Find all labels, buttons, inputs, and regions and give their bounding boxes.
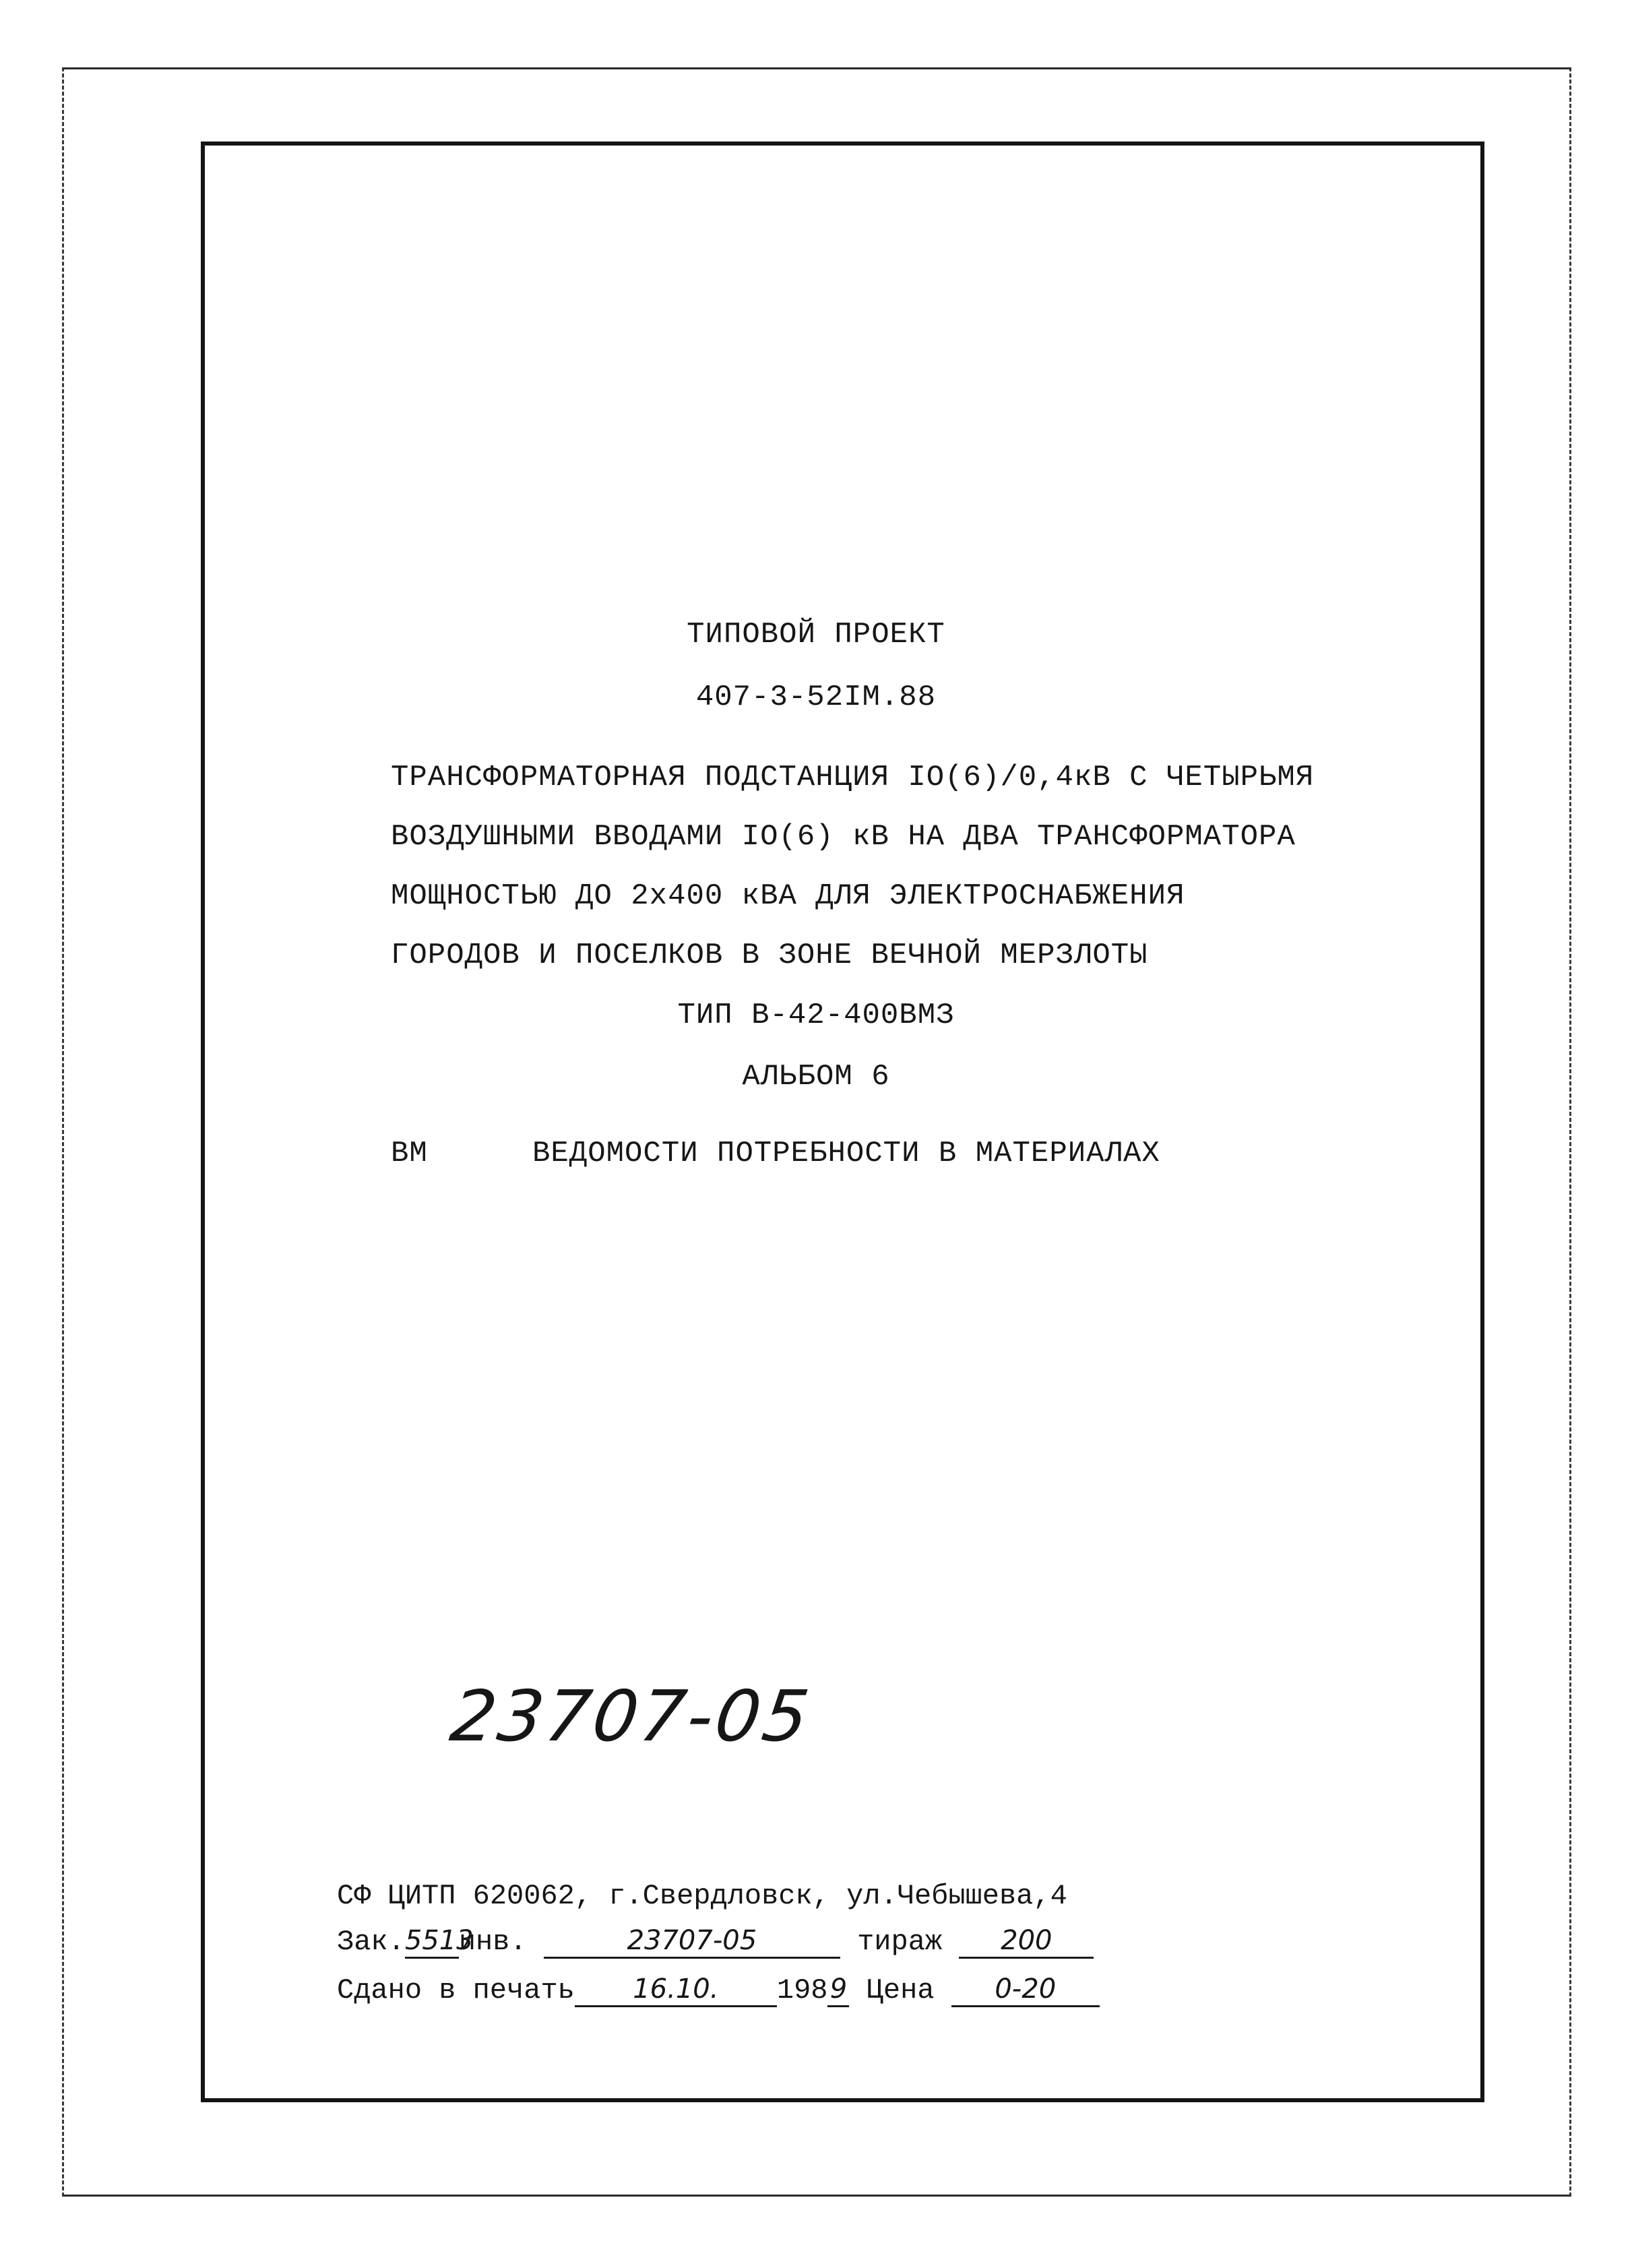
print-run-label: тираж [857,1926,943,1958]
description-line-2: ВОЗДУШНЫМИ ВВОДАМИ IO(6) кВ НА ДВА ТРАНСФОРМАТОРА [391,820,1296,854]
order-label: Зак. [337,1926,405,1958]
description-line-3: МОЩНОСТЬЮ ДО 2х400 кВА ДЛЯ ЭЛЕКТРОСНАБЖЕНИЯ [391,879,1185,913]
inner-title-frame [201,141,1484,2102]
signed-date: 16.10. [575,1976,777,2007]
signed-year-digit: 9 [827,1976,849,2007]
order-number: 5513 [405,1927,459,1959]
signed-label: Сдано в печать [337,1974,575,2007]
document-heading: ТИПОВОЙ ПРОЕКТ [687,618,945,652]
album-number: АЛЬБОМ 6 [742,1060,890,1094]
signed-year-prefix: 198 [776,1974,828,2007]
project-code: 407-3-52IM.88 [695,681,937,714]
description-line-1: ТРАНСФОРМАТОРНАЯ ПОДСТАНЦИЯ IO(6)/0,4кВ С ЧЕТЫРЬМЯ [391,761,1315,794]
order-line [337,1927,1094,1959]
section-name: ВЕДОМОСТИ ПОТРЕБНОСТИ В МАТЕРИАЛАХ [532,1137,1160,1170]
price-label: Цена [866,1974,935,2007]
signed-line [337,1976,1100,2007]
price-value: 0-20 [951,1976,1100,2007]
handwritten-inventory-number: 23707-05 [445,1675,817,1757]
publisher-line: СФ ЦИТП 620062, г.Свердловск, ул.Чебышева,4 [337,1880,1067,1912]
inventory-label: инв. [458,1926,527,1958]
substation-type: ТИП В-42-400ВМЗ [677,999,955,1032]
inventory-value: 23707-05 [544,1927,840,1959]
print-run-value: 200 [959,1927,1094,1959]
description-line-4: ГОРОДОВ И ПОСЕЛКОВ В ЗОНЕ ВЕЧНОЙ МЕРЗЛОТЫ [391,939,1148,972]
section-code: ВМ [391,1137,428,1170]
